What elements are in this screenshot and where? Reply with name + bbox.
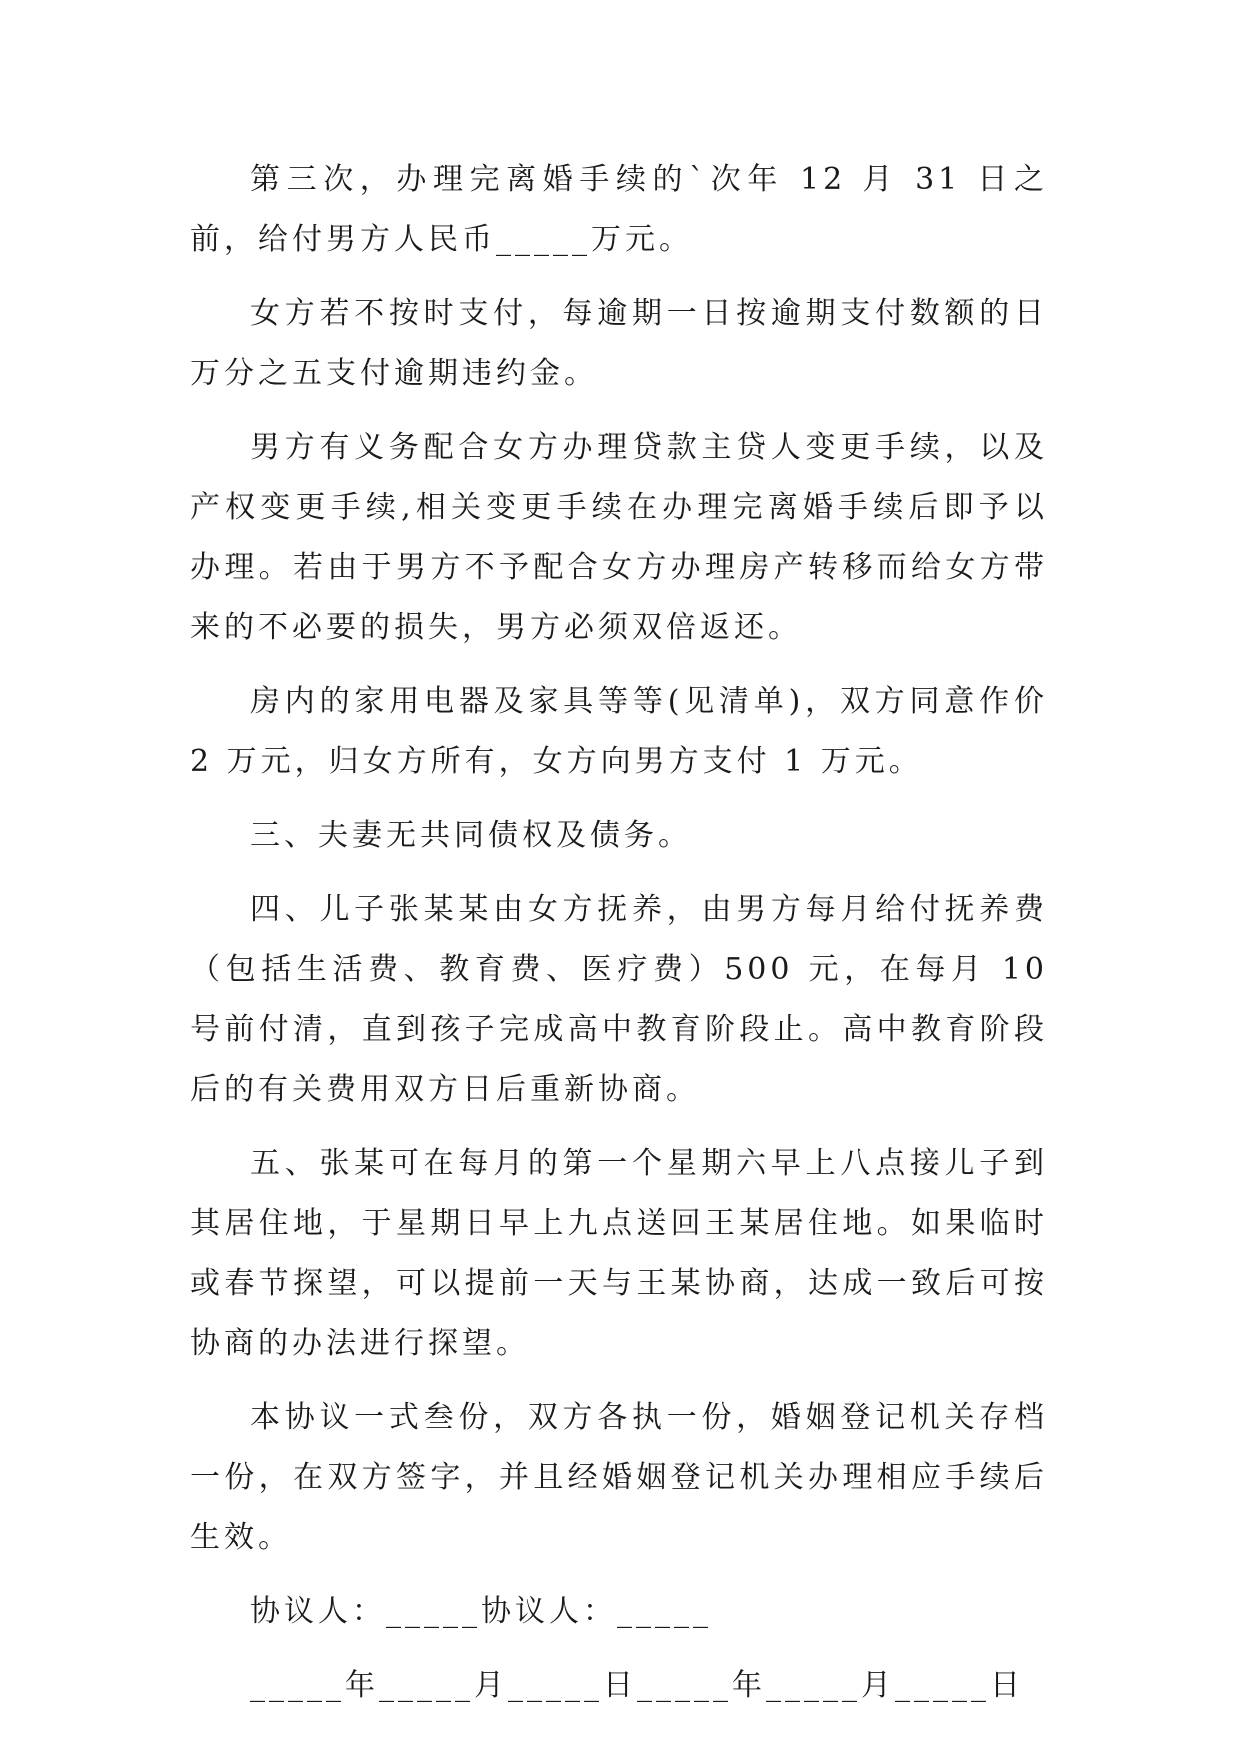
paragraph-third-payment: 第三次，办理完离婚手续的`次年 12 月 31 日之前，给付男方人民币_____万元。 — [190, 162, 1048, 257]
paragraph-debts: 三、夫妻无共同债权及债务。 — [250, 818, 692, 853]
document-body — [190, 150, 1048, 1730]
paragraph-loan-transfer: 男方有义务配合女方办理贷款主贷人变更手续，以及产权变更手续,相关变更手续在办理完离婚手续后即予以办理。若由于男方不予配合女方办理房产转移而给女方带来的不必要的损失，男方必须双倍返还。 — [190, 430, 1048, 645]
date-line: _____年_____月_____日_____年_____月_____日 — [250, 1668, 1024, 1703]
paragraph-late-penalty: 女方若不按时支付，每逾期一日按逾期支付数额的日万分之五支付逾期违约金。 — [190, 296, 1048, 391]
paragraph-child-support: 四、儿子张某某由女方抚养，由男方每月给付抚养费（包括生活费、教育费、医疗费）500 元，在每月 10 号前付清，直到孩子完成高中教育阶段止。高中教育阶段后的有关费用双方日后重新协商。 — [190, 892, 1048, 1107]
paragraph-appliances: 房内的家用电器及家具等等(见清单)，双方同意作价 2 万元，归女方所有，女方向男方支付 1 万元。 — [190, 684, 1048, 779]
paragraph-visitation: 五、张某可在每月的第一个星期六早上八点接儿子到其居住地，于星期日早上九点送回王某居住地。如果临时或春节探望，可以提前一天与王某协商，达成一致后可按协商的办法进行探望。 — [190, 1146, 1048, 1361]
paragraph-copies: 本协议一式叁份，双方各执一份，婚姻登记机关存档一份，在双方签字，并且经婚姻登记机关办理相应手续后生效。 — [190, 1400, 1048, 1555]
signature-line: 协议人：_____协议人：_____ — [250, 1594, 712, 1629]
